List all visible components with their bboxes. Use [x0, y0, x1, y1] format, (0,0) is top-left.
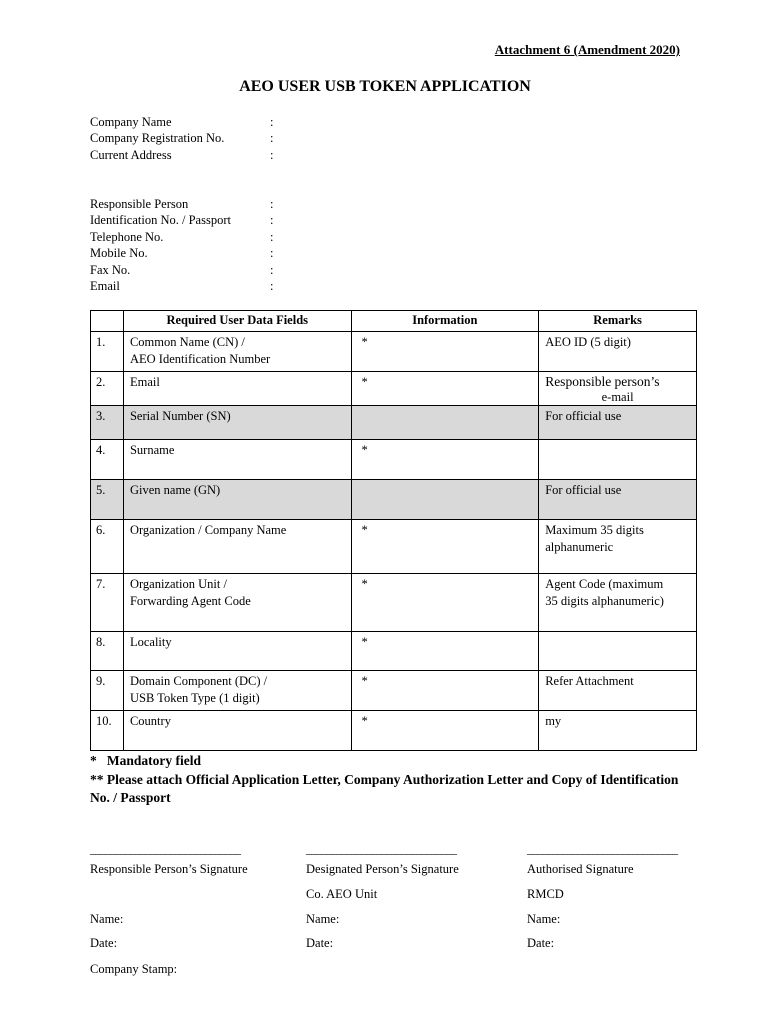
fax-field — [90, 262, 274, 278]
table-row — [91, 711, 697, 751]
field-line: Organization Unit / — [129, 577, 227, 591]
responsible-person-field — [90, 196, 274, 212]
field-label: Responsible Person — [90, 197, 189, 211]
row-information: * — [351, 574, 539, 632]
row-number: 10. — [91, 711, 124, 751]
table-row — [91, 332, 697, 372]
field-label: Identification No. / Passport — [90, 213, 231, 228]
row-remark: For official use — [539, 406, 697, 440]
field-label: Mobile No. — [90, 246, 148, 261]
row-field: Serial Number (SN) — [123, 406, 351, 440]
table-header-information: Information — [351, 311, 539, 332]
telephone-field — [90, 229, 274, 245]
field-label: Company Name — [90, 115, 172, 129]
name-label: Name: — [527, 912, 561, 926]
responsible-signature-label: Responsible Person’s Signature — [90, 862, 248, 876]
notes-section — [90, 752, 690, 808]
row-field: Surname — [123, 440, 351, 480]
row-number: 4. — [91, 440, 124, 480]
row-information — [351, 480, 539, 520]
row-number: 2. — [91, 372, 124, 406]
row-field: Given name (GN) — [123, 480, 351, 520]
authorised-signature-label: Authorised Signature — [527, 862, 634, 876]
company-stamp-label: Company Stamp: — [90, 962, 178, 976]
company-registration-field — [90, 130, 274, 146]
date-label: Date: — [527, 936, 555, 950]
row-field — [123, 332, 351, 372]
field-label: Current Address — [90, 147, 172, 162]
field-colon: : — [270, 147, 274, 162]
row-remark — [539, 520, 697, 574]
row-number: 1. — [91, 332, 124, 372]
row-field: Email — [123, 372, 351, 406]
field-colon: : — [270, 197, 274, 211]
person-fields — [90, 196, 274, 294]
mandatory-note: * Mandatory field — [90, 753, 201, 768]
row-number: 7. — [91, 574, 124, 632]
designated-unit-label: Co. AEO Unit — [306, 887, 378, 901]
row-remark: Refer Attachment — [539, 671, 697, 711]
field-colon: : — [270, 213, 274, 228]
mobile-field — [90, 245, 274, 261]
row-remark — [539, 440, 697, 480]
field-colon: : — [270, 115, 274, 129]
table-header-row — [91, 311, 697, 332]
row-remark: my — [539, 711, 697, 751]
row-number: 5. — [91, 480, 124, 520]
name-label: Name: — [90, 912, 124, 926]
row-remark — [539, 372, 697, 406]
field-colon: : — [270, 262, 274, 277]
table-row — [91, 520, 697, 574]
remark-line: 35 digits alphanumeric) — [545, 593, 664, 608]
field-colon: : — [270, 278, 274, 293]
row-number: 9. — [91, 671, 124, 711]
row-number: 6. — [91, 520, 124, 574]
company-name-field — [90, 114, 274, 130]
table-row — [91, 372, 697, 406]
remark-line: Responsible person’s — [545, 374, 660, 389]
current-address-field — [90, 147, 274, 163]
table-row — [91, 480, 697, 520]
row-information: * — [351, 671, 539, 711]
field-line: Domain Component (DC) / — [129, 674, 268, 688]
row-information: * — [351, 372, 539, 406]
field-line: Common Name (CN) / — [129, 335, 245, 349]
table-row — [91, 671, 697, 711]
table-row — [91, 574, 697, 632]
remark-line: alphanumeric — [545, 539, 614, 554]
row-remark — [539, 574, 697, 632]
date-label: Date: — [306, 936, 334, 950]
row-remark: For official use — [539, 480, 697, 520]
field-colon: : — [270, 131, 274, 146]
table-row — [91, 440, 697, 480]
remark-line: Agent Code (maximum — [545, 577, 664, 591]
row-field: Country — [123, 711, 351, 751]
row-field — [123, 574, 351, 632]
row-field: Locality — [123, 632, 351, 671]
identification-field — [90, 212, 274, 228]
email-field — [90, 278, 274, 294]
row-remark — [539, 632, 697, 671]
row-information — [351, 406, 539, 440]
table-header-field: Required User Data Fields — [123, 311, 351, 332]
row-information: * — [351, 332, 539, 372]
signature-line: ______________________________ — [306, 842, 456, 856]
page-title: AEO USER USB TOKEN APPLICATION — [239, 78, 531, 95]
field-line: Forwarding Agent Code — [129, 593, 251, 608]
authorised-unit-label: RMCD — [527, 887, 564, 901]
signature-line: ______________________________ — [527, 842, 677, 856]
name-label: Name: — [306, 912, 340, 926]
row-number: 3. — [91, 406, 124, 440]
remark-line: AEO ID (5 digit) — [545, 335, 631, 349]
field-line: AEO Identification Number — [129, 351, 271, 366]
table-header-num — [91, 311, 124, 332]
field-label: Telephone No. — [90, 229, 164, 244]
row-information: * — [351, 520, 539, 574]
field-colon: : — [270, 229, 274, 244]
attachment-label: Attachment 6 (Amendment 2020) — [494, 42, 680, 57]
table-row — [91, 632, 697, 671]
row-field — [123, 671, 351, 711]
date-label: Date: — [90, 936, 118, 950]
row-information: * — [351, 711, 539, 751]
field-colon: : — [270, 246, 274, 261]
user-data-table — [90, 310, 697, 751]
field-line: USB Token Type (1 digit) — [129, 690, 260, 705]
remark-line: e-mail — [601, 389, 634, 404]
field-label: Fax No. — [90, 262, 131, 277]
row-number: 8. — [91, 632, 124, 671]
signature-line: ______________________________ — [90, 842, 240, 856]
company-fields — [90, 114, 274, 163]
table-row — [91, 406, 697, 440]
row-field: Organization / Company Name — [123, 520, 351, 574]
attachment-note: ** Please attach Official Application Letter, Company Authorization Letter and Copy of Identification No. / Passport — [90, 771, 679, 805]
table-header-remarks: Remarks — [539, 311, 697, 332]
remark-line: Maximum 35 digits — [545, 523, 644, 537]
designated-signature-label: Designated Person’s Signature — [306, 862, 459, 876]
field-label: Email — [90, 278, 120, 293]
row-information: * — [351, 632, 539, 671]
row-information: * — [351, 440, 539, 480]
row-remark — [539, 332, 697, 372]
field-label: Company Registration No. — [90, 131, 225, 146]
